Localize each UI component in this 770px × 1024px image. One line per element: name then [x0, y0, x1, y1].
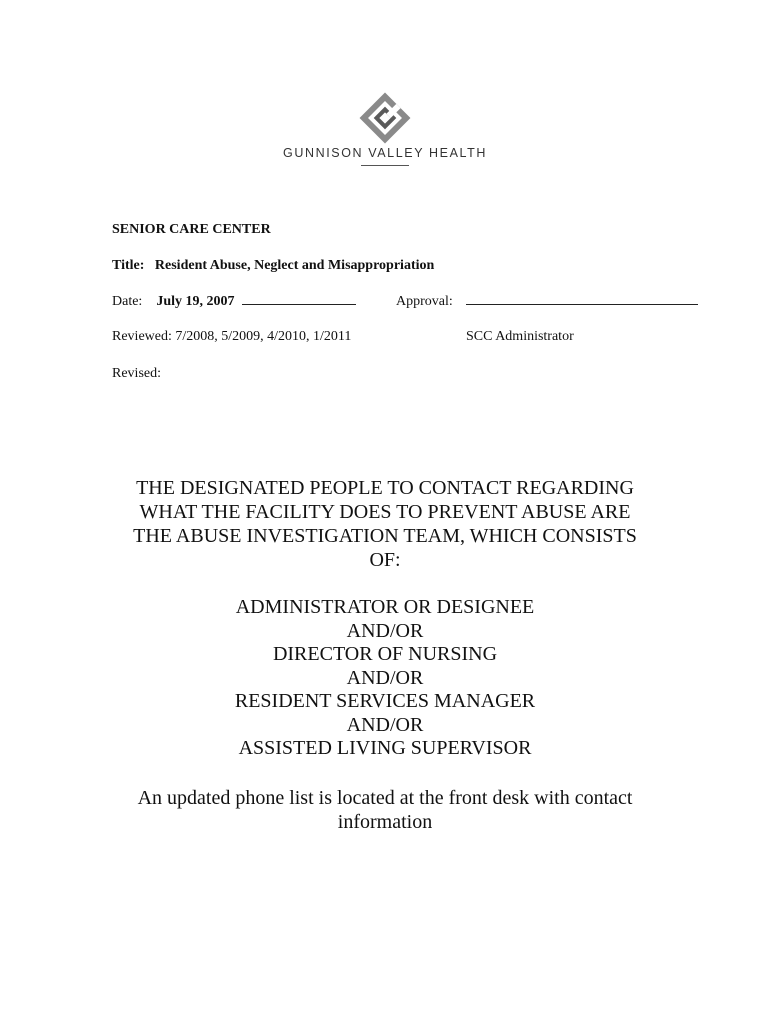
reviewed-label: Reviewed:	[112, 329, 172, 344]
revised-label: Revised:	[112, 366, 161, 381]
role-connector: AND/OR	[346, 666, 424, 689]
note-line: information	[337, 811, 433, 833]
designated-contacts-statement	[100, 476, 670, 572]
approver-title: SCC Administrator	[466, 329, 574, 344]
facility-name: SENIOR CARE CENTER	[112, 222, 271, 237]
role-connector: AND/OR	[346, 619, 424, 642]
policy-title-line	[112, 258, 434, 274]
approval-signature-line	[466, 292, 698, 305]
gunnison-valley-health-logo-icon	[355, 90, 415, 146]
approval-line	[396, 292, 698, 310]
date-signature-line	[242, 292, 356, 305]
note-line: An updated phone list is located at the front desk with contact	[137, 787, 633, 809]
statement-line: WHAT THE FACILITY DOES TO PREVENT ABUSE ARE	[139, 501, 631, 523]
date-label: Date:	[112, 294, 143, 309]
reviewed-line	[112, 329, 351, 345]
statement-line: THE ABUSE INVESTIGATION TEAM, WHICH CONSISTS	[133, 525, 637, 547]
role-item: ASSISTED LIVING SUPERVISOR	[238, 737, 532, 759]
phone-list-note	[100, 786, 670, 834]
title-label: Title:	[112, 258, 145, 273]
reviewed-dates: 7/2008, 5/2009, 4/2010, 1/2011	[175, 329, 352, 344]
approval-label: Approval:	[396, 294, 453, 309]
role-connector: AND/OR	[346, 713, 424, 736]
role-item: DIRECTOR OF NURSING	[272, 643, 498, 665]
role-item: RESIDENT SERVICES MANAGER	[234, 690, 536, 712]
statement-line: OF:	[369, 549, 401, 571]
organization-name: GUNNISON VALLEY HEALTH	[283, 146, 487, 160]
logo-divider	[361, 165, 409, 166]
policy-title: Resident Abuse, Neglect and Misappropriation	[154, 258, 435, 273]
statement-line: THE DESIGNATED PEOPLE TO CONTACT REGARDING	[136, 477, 634, 499]
investigation-team-roles	[100, 596, 670, 761]
date-line	[112, 292, 356, 310]
policy-date: July 19, 2007	[156, 294, 235, 309]
role-item: ADMINISTRATOR OR DESIGNEE	[235, 596, 535, 618]
